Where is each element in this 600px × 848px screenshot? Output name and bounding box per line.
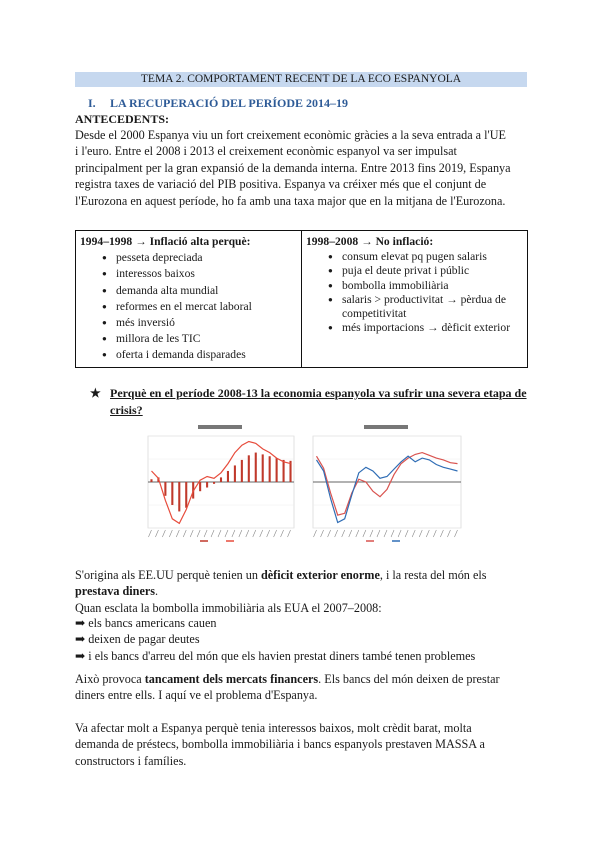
paragraph-line <box>75 671 530 687</box>
list-item: ● oferta i demanda disparades <box>102 347 297 363</box>
x-tick-label-mark <box>454 530 457 537</box>
bar <box>276 458 278 482</box>
x-tick-label-mark <box>349 530 352 537</box>
x-tick-label-mark <box>288 530 291 537</box>
bold-text: dèficit exterior enorme <box>260 568 380 582</box>
table-column-1994-1998 <box>76 231 302 367</box>
section-heading <box>88 96 348 111</box>
x-tick-label-mark <box>239 530 242 537</box>
list-item: ● més importacions → dèficit exterior <box>328 321 523 335</box>
bold-text: prestava diners <box>75 584 156 599</box>
bullet-list <box>306 250 523 335</box>
list-item: ● interessos baixos <box>102 266 297 282</box>
x-tick-label-mark <box>176 530 179 537</box>
x-tick-label-mark <box>155 530 158 537</box>
text-run: , i la resta del món els <box>379 568 487 582</box>
paragraph-line <box>75 583 530 599</box>
x-tick-label-mark <box>281 530 284 537</box>
bar <box>185 482 187 508</box>
paragraph-line: constructors i famílies. <box>75 753 187 768</box>
column-title: 1998–2008 → No inflació: <box>306 235 434 248</box>
bar <box>220 477 222 482</box>
paragraph-line: Desde el 2000 Espanya viu un fort creixement econòmic gràcies a la seva entrada a l'UE <box>75 128 506 142</box>
bar <box>178 482 180 511</box>
comparison-table <box>75 230 528 368</box>
x-tick-label-mark <box>246 530 249 537</box>
bar <box>283 460 285 482</box>
list-item: ● salaris > productivitat → pèrdua de competitivitat <box>328 293 523 321</box>
section-number: I. <box>88 96 96 110</box>
x-tick-label-mark <box>419 530 422 537</box>
paragraph-line: l'Eurozona en aquest període, ho fa amb una taxa major que en la mitjana de l'Eurozona. <box>75 193 506 208</box>
bar <box>213 482 215 484</box>
paragraph-line <box>75 567 530 583</box>
text-run: Això provoca <box>75 672 145 686</box>
x-tick-label-mark <box>197 530 200 537</box>
list-item: ● reformes en el mercat laboral <box>102 299 297 315</box>
x-tick-label-mark <box>183 530 186 537</box>
arrow-item: ➡ i els bancs d'arreu del món que els havien prestat diners també tenen problemes <box>75 648 476 663</box>
x-tick-label-mark <box>356 530 359 537</box>
list-item: ● bombolla immobiliària <box>328 279 523 293</box>
section-title: LA RECUPERACIÓ DEL PERÍODE 2014–19 <box>110 96 349 110</box>
paragraph-line: diners entre ells. I aquí ve el problema d'Espanya. <box>75 688 318 703</box>
bar <box>150 479 152 482</box>
list-item: ● puja el deute privat i públic <box>328 264 523 278</box>
bar <box>234 465 236 482</box>
bar <box>262 454 264 482</box>
x-tick-label-mark <box>384 530 387 537</box>
x-tick-label-mark <box>225 530 228 537</box>
bar <box>248 455 250 482</box>
x-tick-label-mark <box>440 530 443 537</box>
x-tick-label-mark <box>253 530 256 537</box>
x-tick-label-mark <box>433 530 436 537</box>
x-tick-label-mark <box>398 530 401 537</box>
x-tick-label-mark <box>377 530 380 537</box>
financial-markets-paragraph <box>75 671 530 704</box>
list-item: ● millora de les TIC <box>102 331 297 347</box>
bar <box>199 482 201 491</box>
x-tick-label-mark <box>447 530 450 537</box>
paragraph-line: Va afectar molt a Espanya perquè tenia interessos baixos, molt crèdit barat, molta <box>75 721 472 735</box>
page-title: TEMA 2. COMPORTAMENT RECENT DE LA ECO ESPANYOLA <box>75 72 527 87</box>
bar <box>227 471 229 482</box>
x-tick-label-mark <box>260 530 263 537</box>
table-column-1998-2008 <box>302 231 527 367</box>
list-item: ● demanda alta mundial <box>102 283 297 299</box>
x-tick-label-mark <box>190 530 193 537</box>
chart-title-mark <box>364 425 408 429</box>
x-tick-label-mark <box>405 530 408 537</box>
bar <box>171 482 173 505</box>
x-tick-label-mark <box>391 530 394 537</box>
bar <box>255 453 257 482</box>
x-tick-label-mark <box>328 530 331 537</box>
bold-text: tancament dels mercats financers <box>144 672 319 686</box>
list-item: ● pesseta depreciada <box>102 250 297 266</box>
question-text: Perquè en el període 2008-13 la economia espanyola va sufrir una severa etapa de crisis? <box>110 386 527 417</box>
x-tick-label-mark <box>412 530 415 537</box>
star-icon: ★ <box>90 386 101 400</box>
series-line <box>317 453 458 515</box>
list-item: ● consum elevat pq pugen salaris <box>328 250 523 264</box>
x-tick-label-mark <box>370 530 373 537</box>
x-tick-label-mark <box>218 530 221 537</box>
bullet-list <box>80 250 297 363</box>
paragraph-line: registra taxes de variació del PIB positiva. Espanya va créixer més que el conjunt de <box>75 177 487 192</box>
x-tick-label-mark <box>426 530 429 537</box>
antecedents-paragraph <box>75 127 530 209</box>
x-tick-label-mark <box>335 530 338 537</box>
spain-impact-paragraph <box>75 720 530 769</box>
column-title: 1994–1998 → Inflació alta perquè: <box>80 235 251 248</box>
chart-title-mark <box>198 425 242 429</box>
arrow-item: ➡ els bancs americans cauen <box>75 616 217 630</box>
x-tick-label-mark <box>232 530 235 537</box>
bar <box>269 456 271 482</box>
x-tick-label-mark <box>363 530 366 537</box>
x-tick-label-mark <box>204 530 207 537</box>
crisis-question <box>90 385 530 418</box>
x-tick-label-mark <box>321 530 324 537</box>
x-tick-label-mark <box>274 530 277 537</box>
bar <box>241 460 243 482</box>
paragraph-line: Quan esclata la bombolla immobiliària als EUA el 2007–2008: <box>75 600 382 615</box>
gdp-comparison-line-chart <box>305 422 467 544</box>
usa-origin-paragraph <box>75 567 530 616</box>
gdp-growth-bar-chart <box>140 422 300 544</box>
paragraph-line: i l'euro. Entre el 2008 i 2013 el creixement econòmic espanyol va ser impulsat <box>75 144 457 159</box>
x-tick-label-mark <box>162 530 165 537</box>
bar <box>206 482 208 488</box>
arrow-list <box>75 615 475 664</box>
bar <box>164 482 166 496</box>
x-tick-label-mark <box>169 530 172 537</box>
arrow-item: ➡ deixen de pagar deutes <box>75 632 200 647</box>
list-item: ● més inversió <box>102 315 297 331</box>
x-tick-label-mark <box>148 530 151 537</box>
paragraph-line: principalment per la gran expansió de la demanda interna. Entre 2013 fins 2019, Espanya <box>75 160 511 175</box>
text-run: S'origina als EE.UU perquè tenien un <box>75 568 261 582</box>
text-run: . Els bancs del món deixen de prestar <box>318 672 500 686</box>
x-tick-label-mark <box>211 530 214 537</box>
x-tick-label-mark <box>342 530 345 537</box>
x-tick-label-mark <box>267 530 270 537</box>
paragraph-line: demanda de préstecs, bombolla immobiliària i bancs espanyols prestaven MASSA a <box>75 737 485 752</box>
antecedents-label: ANTECEDENTS: <box>75 112 170 126</box>
x-tick-label-mark <box>314 530 317 537</box>
text-run: . <box>155 584 159 599</box>
